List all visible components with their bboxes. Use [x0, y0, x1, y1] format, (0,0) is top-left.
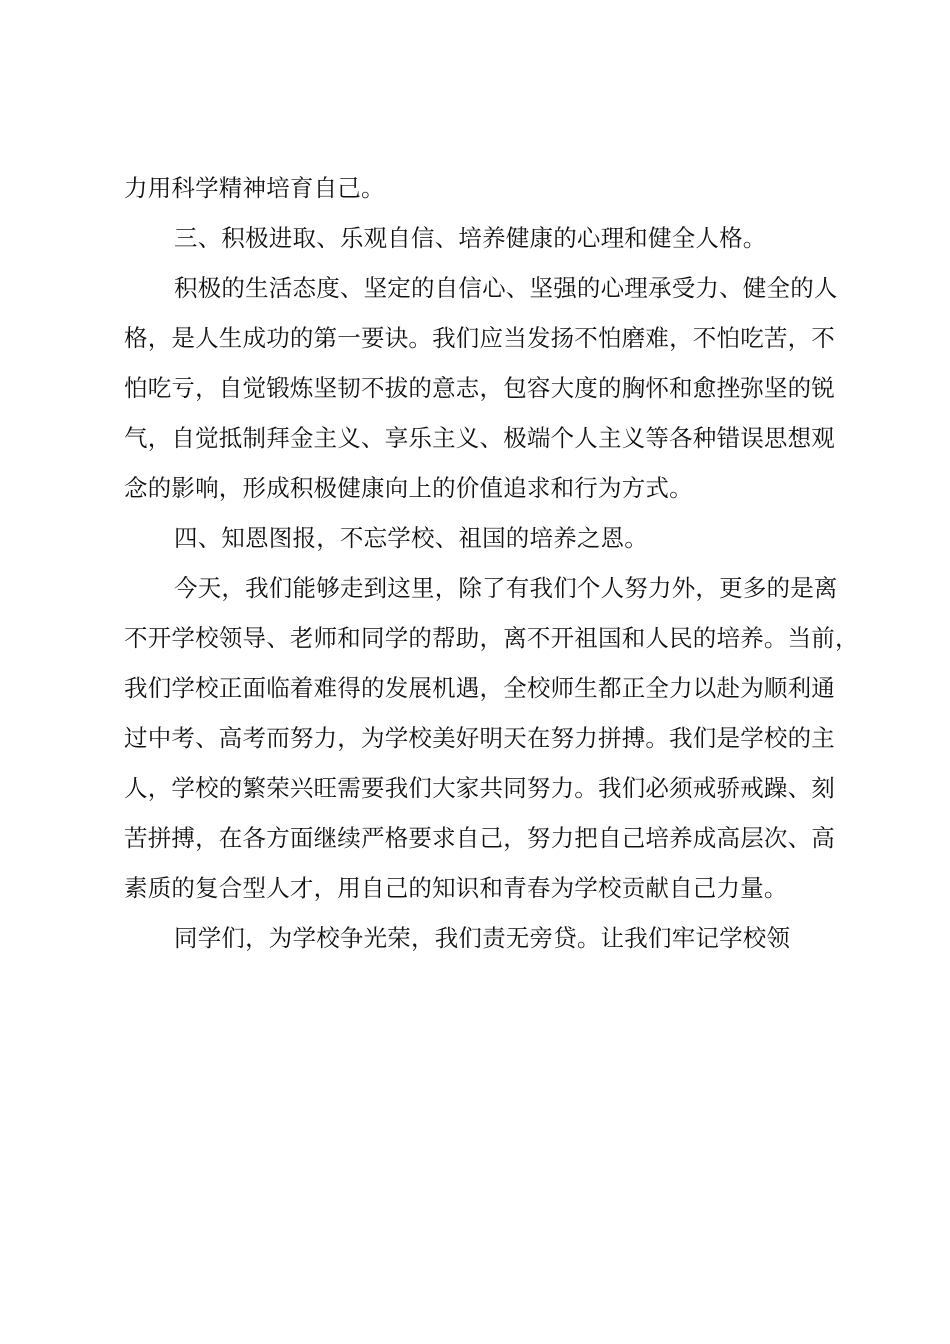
text-line: 格，是人生成功的第一要诀。我们应当发扬不怕磨难，不怕吃苦，不: [124, 324, 835, 352]
text-line: 今天，我们能够走到这里，除了有我们个人努力外，更多的是离: [174, 574, 838, 602]
paragraph-p2: [124, 263, 838, 513]
text-line: 人，学校的繁荣兴旺需要我们大家共同努力。我们必须戒骄戒躁、刻: [124, 774, 835, 802]
text-line: 四、知恩图报，不忘学校、祖国的培养之恩。: [174, 524, 648, 552]
paragraph-p3: [124, 563, 859, 913]
text-line: 积极的生活态度、坚定的自信心、坚强的心理承受力、健全的人: [174, 274, 838, 302]
text-line: 素质的复合型人才，用自己的知识和青春为学校贡献自己力量。: [124, 874, 788, 902]
text-line: 气，自觉抵制拜金主义、享乐主义、极端个人主义等各种错误思想观: [124, 424, 835, 452]
text-line: 同学们，为学校争光荣，我们责无旁贷。让我们牢记学校领: [174, 924, 791, 952]
paragraph-p4: [124, 913, 834, 963]
text-line: 我们学校正面临着难得的发展机遇，全校师生都正全力以赴为顺利通: [124, 674, 835, 702]
text-line: 苦拼搏，在各方面继续严格要求自己，努力把自己培养成高层次、高: [124, 824, 835, 852]
document-body: [124, 163, 859, 963]
paragraph-heading-4: [124, 513, 834, 563]
text-line: 怕吃亏，自觉锻炼坚韧不拔的意志，包容大度的胸怀和愈挫弥坚的锐: [124, 374, 835, 402]
text-line: 念的影响，形成积极健康向上的价值追求和行为方式。: [124, 474, 693, 502]
paragraph-heading-3: [124, 213, 834, 263]
text-line: 三、积极进取、乐观自信、培养健康的心理和健全人格。: [174, 224, 767, 252]
text-line: 力用科学精神培育自己。: [124, 174, 385, 202]
paragraph-p1-continuation: [124, 163, 834, 213]
text-line: 不开学校领导、老师和同学的帮助，离不开祖国和人民的培养。当前，: [124, 624, 859, 652]
text-line: 过中考、高考而努力，为学校美好明天在努力拼搏。我们是学校的主: [124, 724, 835, 752]
